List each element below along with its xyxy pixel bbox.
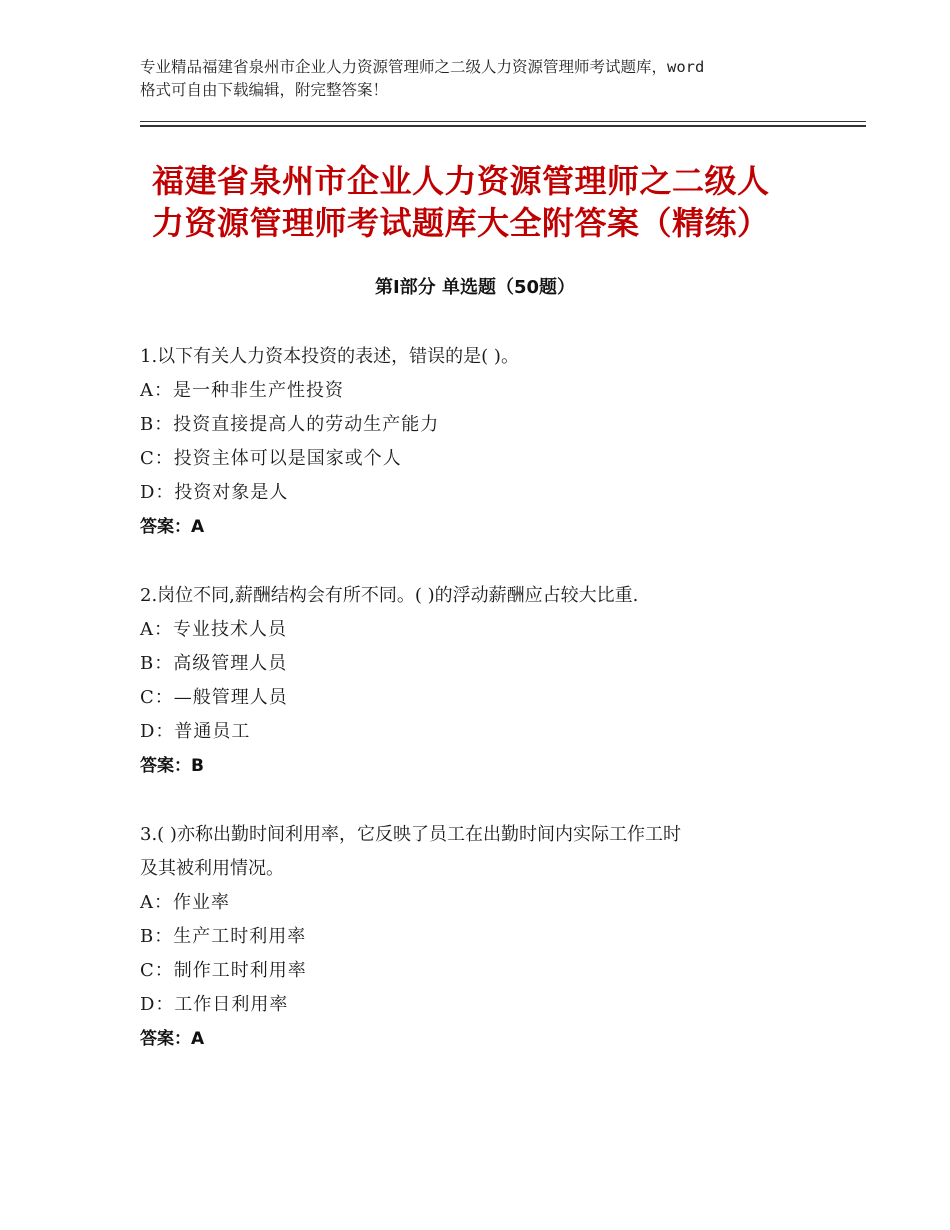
option-b: B：投资直接提高人的劳动生产能力 (140, 414, 440, 435)
option-b: B：生产工时利用率 (140, 926, 307, 947)
answer-line: 答案：B (140, 756, 204, 776)
header-divider (140, 121, 866, 122)
option-c: C：制作工时利用率 (140, 960, 307, 981)
question-block (140, 579, 840, 783)
header-divider-thick (140, 125, 866, 127)
option-b: B：高级管理人员 (140, 653, 288, 674)
option-d: D：普通员工 (140, 721, 251, 742)
option-c: C：投资主体可以是国家或个人 (140, 448, 402, 469)
header-note-line: 格式可自由下载编辑，附完整答案！ (140, 81, 389, 99)
answer-line: 答案：A (140, 1029, 205, 1049)
option-d: D：工作日利用率 (140, 994, 289, 1015)
header-note-line: 专业精品福建省泉州市企业人力资源管理师之二级人力资源管理师考试题库，word (140, 58, 705, 76)
option-a: A：是一种非生产性投资 (140, 380, 344, 401)
option-a: A：作业率 (140, 892, 230, 913)
document-title-line: 力资源管理师考试题库大全附答案（精练） (152, 204, 770, 242)
section-heading: 第Ⅰ部分 单选题（50题） (374, 277, 575, 298)
option-c: C：—般管理人员 (140, 687, 288, 708)
option-a: A：专业技术人员 (140, 619, 287, 640)
document-title (152, 160, 852, 244)
question-block (140, 818, 840, 1056)
question-block (140, 340, 840, 544)
question-stem: 1.以下有关人力资本投资的表述，错误的是( )。 (140, 346, 519, 367)
option-d: D：投资对象是人 (140, 482, 289, 503)
header-note (140, 56, 830, 102)
question-stem: 2.岗位不同,薪酬结构会有所不同。( )的浮动薪酬应占较大比重. (140, 585, 639, 606)
document-title-line: 福建省泉州市企业人力资源管理师之二级人 (152, 162, 770, 200)
question-stem: 3.( )亦称出勤时间利用率，它反映了员工在出勤时间内实际工作工时 (140, 824, 681, 845)
question-stem-continued: 及其被利用情况。 (140, 858, 284, 879)
answer-line: 答案：A (140, 517, 205, 537)
